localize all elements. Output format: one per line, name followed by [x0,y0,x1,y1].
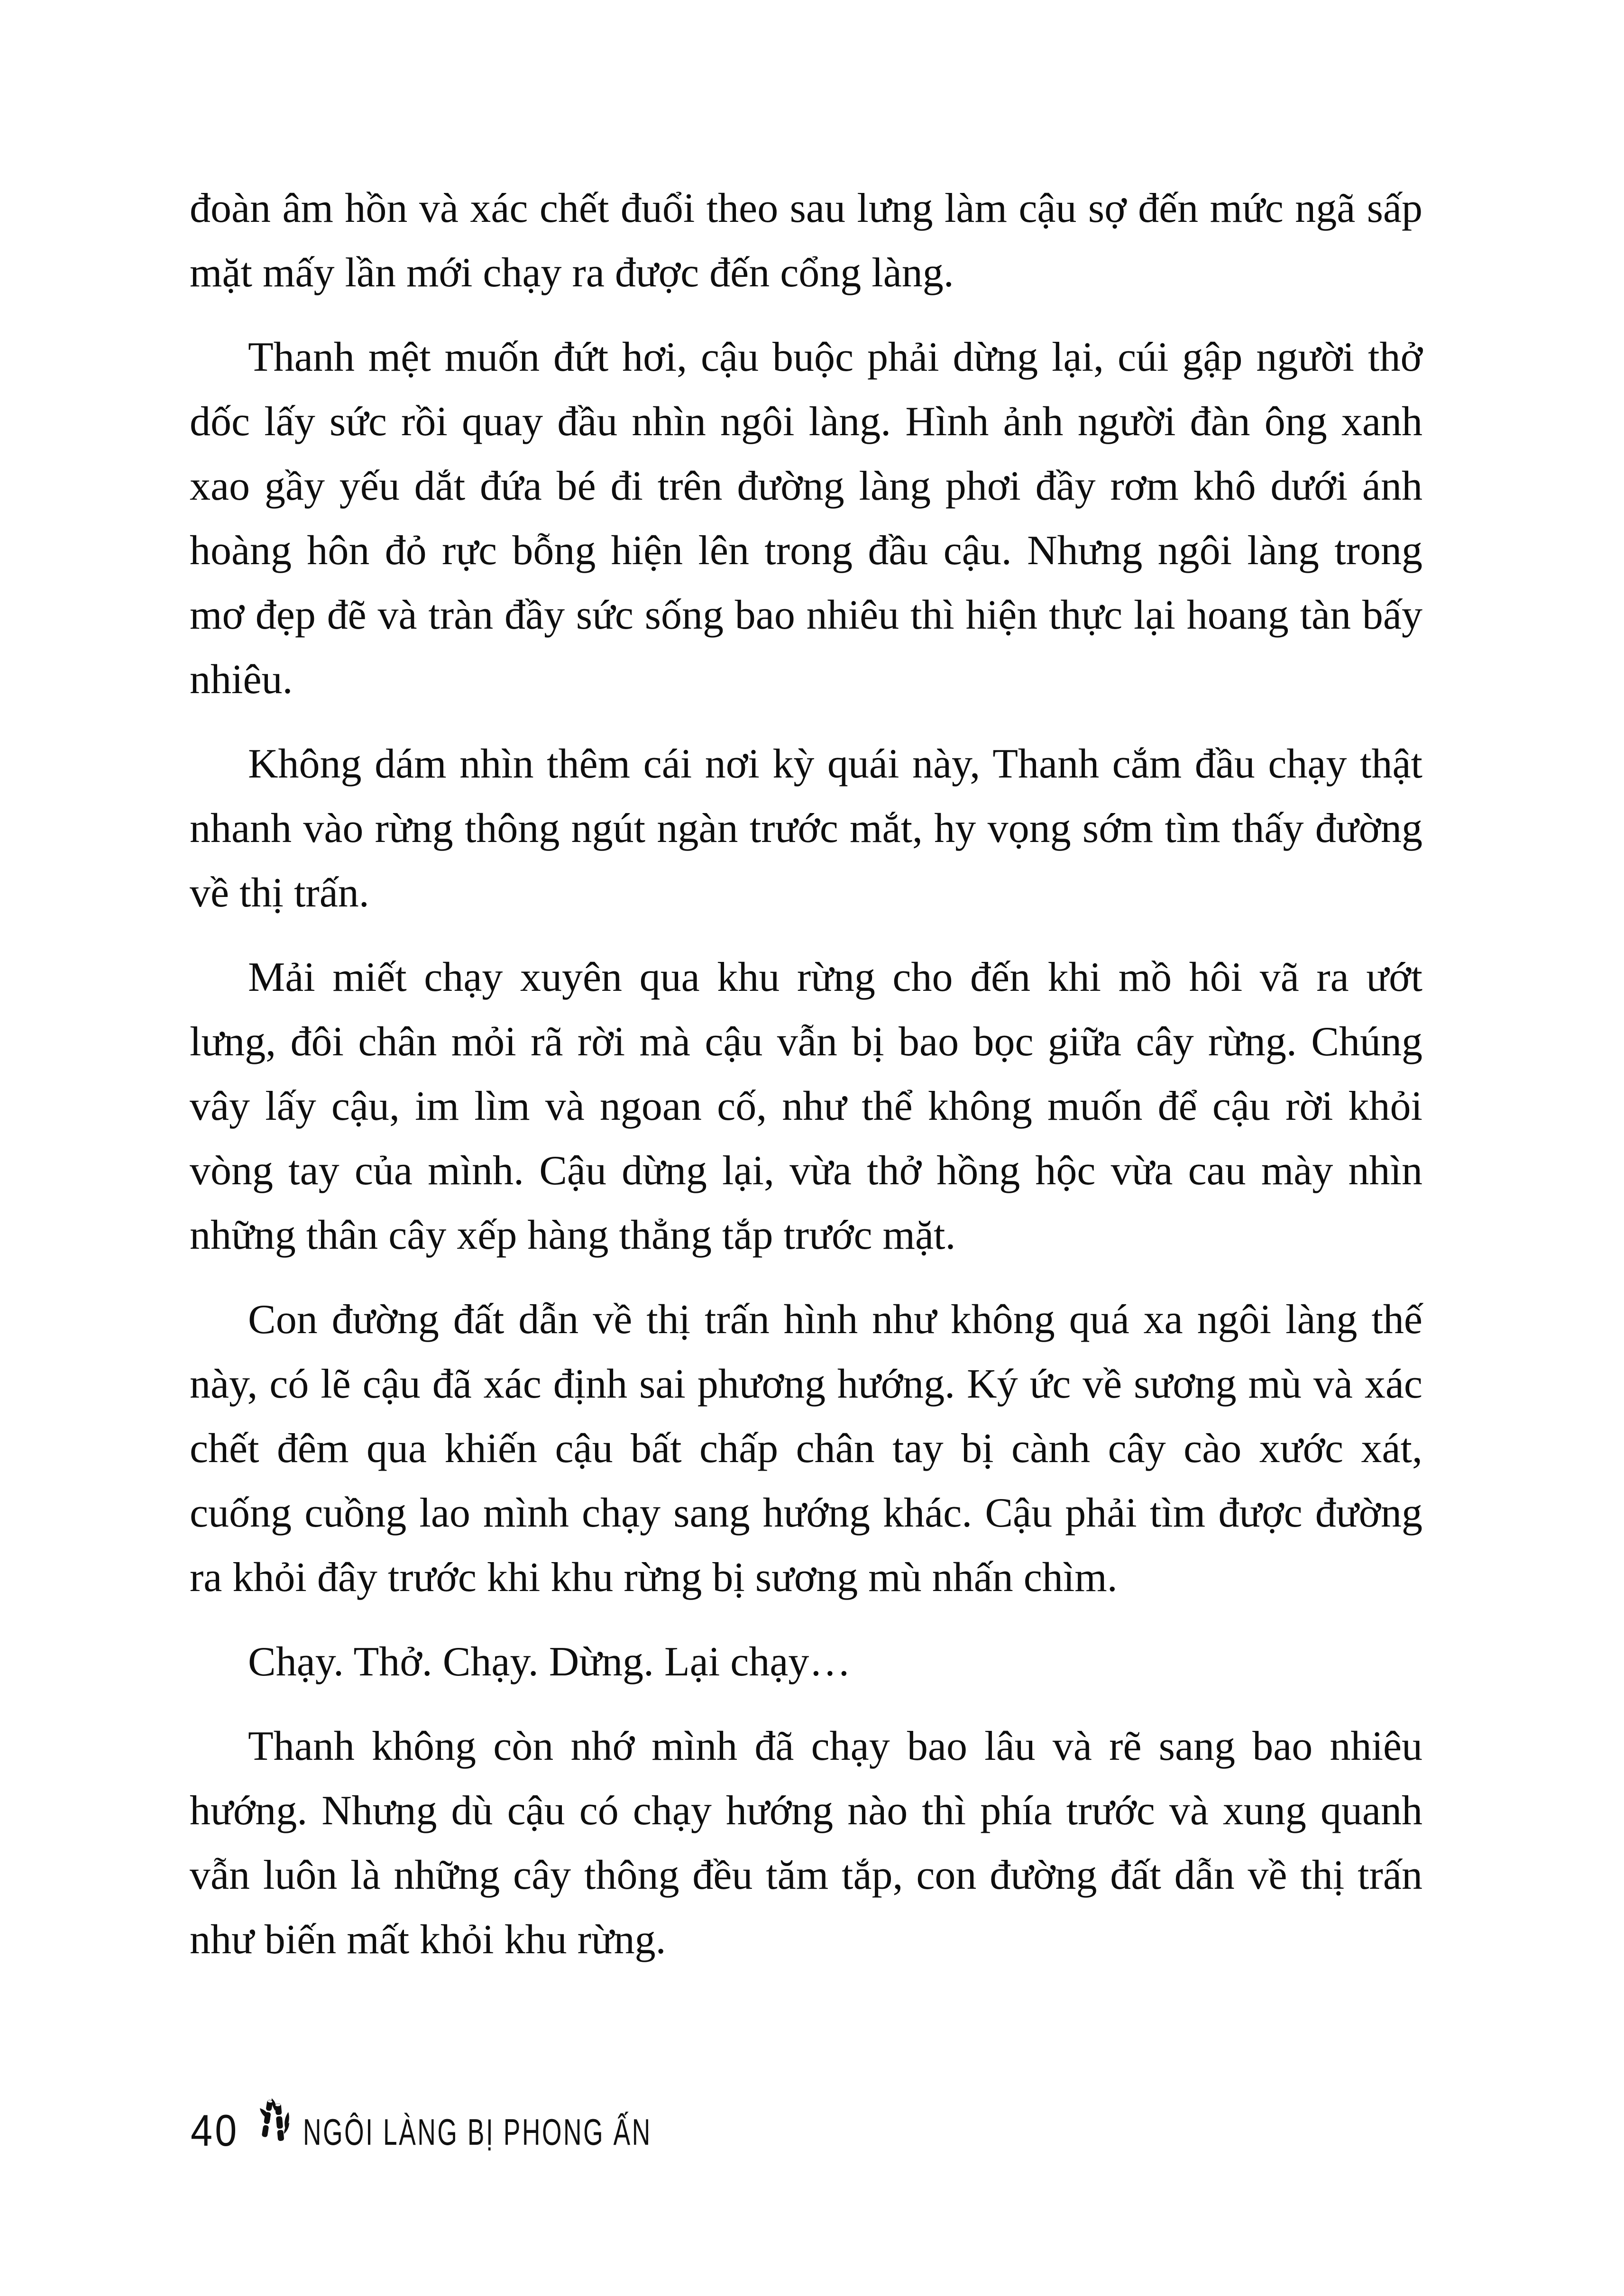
book-title: NGÔI LÀNG BỊ PHONG ẤN [303,2111,652,2153]
paragraph: Thanh không còn nhớ mình đã chạy bao lâu và rẽ sang bao nhiêu hướng. Nhưng dù cậu có chạy hướng nào thì phía trước và xung quanh vẫn luôn là những cây thông đều tăm tắp, con đường đất dẫn về thị trấn như biến mất khỏi khu rừng. [190,1723,1422,1963]
paragraph: đoàn âm hồn và xác chết đuổi theo sau lưng làm cậu sợ đến mức ngã sấp mặt mấy lần mới chạy ra được đến cổng làng. [190,185,1422,296]
paragraph: Không dám nhìn thêm cái nơi kỳ quái này, Thanh cắm đầu chạy thật nhanh vào rừng thông ngút ngàn trước mắt, hy vọng sớm tìm thấy đường về thị trấn. [190,741,1422,916]
page-body [190,176,1422,1972]
page-footer [191,2098,788,2155]
paragraph: Mải miết chạy xuyên qua khu rừng cho đến khi mồ hôi vã ra ướt lưng, đôi chân mỏi rã rời mà cậu vẫn bị bao bọc giữa cây rừng. Chúng vây lấy cậu, im lìm và ngoan cố, như thể không muốn để cậu rời khỏi vòng tay của mình. Cậu dừng lại, vừa thở hồng hộc vừa cau mày nhìn những thân cây xếp hàng thẳng tắp trước mặt. [190,954,1422,1258]
paragraph: Thanh mệt muốn đứt hơi, cậu buộc phải dừng lại, cúi gập người thở dốc lấy sức rồi quay đầu nhìn ngôi làng. Hình ảnh người đàn ông xanh xao gầy yếu dắt đứa bé đi trên đường làng phơi đầy rơm khô dưới ánh hoàng hôn đỏ rực bỗng hiện lên trong đầu cậu. Nhưng ngôi làng trong mơ đẹp đẽ và tràn đầy sức sống bao nhiêu thì hiện thực lại hoang tàn bấy nhiêu. [190,334,1422,703]
paragraph: Chạy. Thở. Chạy. Dừng. Lại chạy… [248,1639,851,1685]
page-number: 40 [191,2105,239,2155]
paragraph: Con đường đất dẫn về thị trấn hình như không quá xa ngôi làng thế này, có lẽ cậu đã xác định sai phương hướng. Ký ức về sương mù và xác chết đêm qua khiến cậu bất chấp chân tay bị cành cây cào xước xát, cuống cuồng lao mình chạy sang hướng khác. Cậu phải tìm được đường ra khỏi đây trước khi khu rừng bị sương mù nhấn chìm. [190,1297,1422,1601]
bamboo-icon [258,2098,290,2144]
